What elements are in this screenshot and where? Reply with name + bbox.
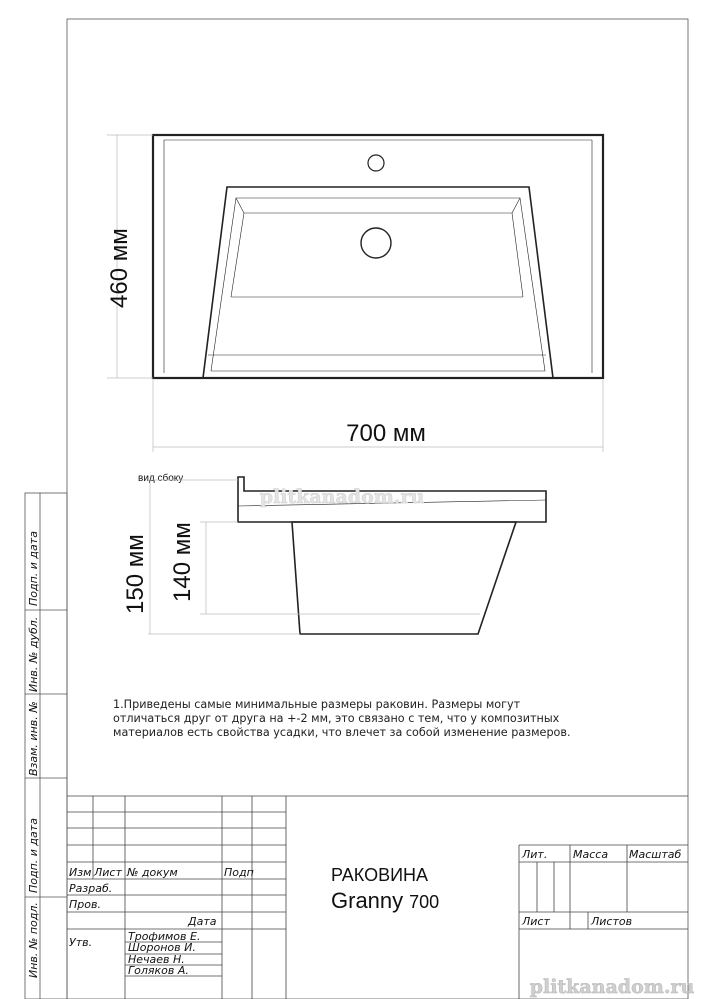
hdr-masshtab: Масштаб — [629, 848, 682, 861]
top-outline — [153, 135, 603, 378]
side-view-label: вид сбоку — [138, 473, 184, 484]
hdr-list: Лист — [94, 866, 122, 879]
name-3: Нечаев Н. — [128, 953, 185, 966]
name-4: Голяков А. — [128, 964, 189, 977]
hdr-sheets: Листов — [591, 915, 633, 928]
note-line-3: материалов есть свойства усадки, что влечет за собой изменение размеров. — [113, 726, 571, 739]
hdr-doc: № докум — [127, 866, 178, 879]
hdr-data: Дата — [188, 915, 217, 928]
tap-hole — [368, 155, 384, 171]
name-2: Шоронов И. — [128, 941, 196, 954]
hdr-lit: Лит. — [522, 848, 548, 861]
stamp-inv-podl: Инв. № подл. — [27, 902, 40, 978]
role-prov: Пров. — [69, 898, 101, 911]
hdr-sheet: Лист — [522, 915, 550, 928]
note-line-2: отличаться друг от друга на +-2 мм, это связано с тем, что у композитных — [113, 712, 560, 725]
stamp-vzam-inv: Взам. инв. № — [27, 701, 40, 776]
role-utv: Утв. — [69, 936, 93, 949]
bowl-outer — [203, 187, 553, 378]
dim-height-total-label: 150 мм — [122, 534, 149, 614]
watermark-corner: plitkanadom.ru — [529, 976, 695, 998]
stamp-inv-dubl: Инв. № дубл. — [27, 616, 40, 692]
hdr-izm: Изм — [69, 866, 92, 879]
dim-width-label: 700 мм — [346, 420, 426, 447]
product-line1: РАКОВИНА — [331, 865, 429, 885]
drain-hole — [361, 228, 391, 258]
dimension-lines — [107, 135, 603, 452]
dim-depth-label: 460 мм — [106, 228, 133, 308]
hdr-massa: Масса — [573, 848, 609, 861]
top-view — [153, 135, 603, 378]
dim-height-bowl-label: 140 мм — [169, 522, 196, 602]
product-name: Granny 700 — [331, 888, 440, 913]
watermark-center: plitkanadom.ru — [259, 486, 425, 508]
role-razrab: Разраб. — [69, 882, 113, 895]
stamp-podp-data-1: Подп. и дата — [27, 531, 40, 606]
name-1: Трофимов Е. — [128, 930, 201, 943]
stamp-podp-data-2: Подп. и дата — [27, 818, 40, 893]
note-text — [113, 698, 673, 740]
hdr-podp: Подп — [224, 866, 254, 879]
note-line-1: 1.Приведены самые минимальные размеры раковин. Размеры могут — [113, 698, 521, 711]
